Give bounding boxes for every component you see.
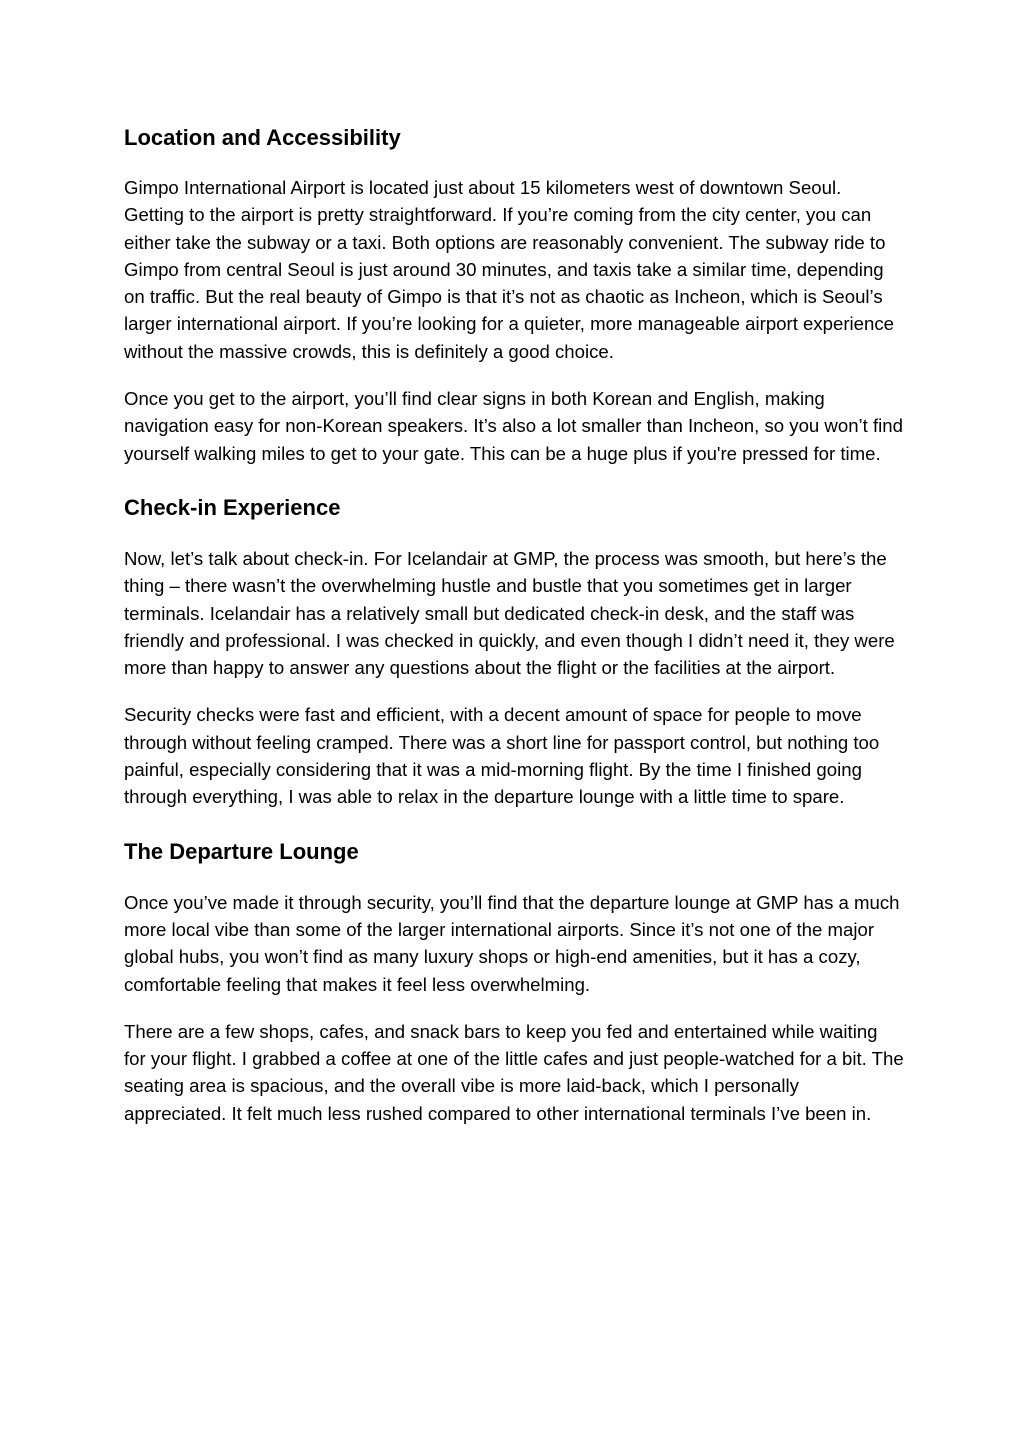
- paragraph: Gimpo International Airport is located just about 15 kilometers west of downtown Seoul. Getting to the airport is pretty straightforward. If you’re coming from the city center, you can either take the subway or a taxi. Both options are reasonably convenient. The subway ride to Gimpo from central Seoul is just around 30 minutes, and taxis take a similar time, depending on traffic. But the real beauty of Gimpo is that it’s not as chaotic as Incheon, which is Seoul’s larger international airport. If you’re looking for a quieter, more manageable airport experience without the massive crowds, this is definitely a good choice.: [124, 177, 895, 362]
- section-heading: Check-in Experience: [124, 494, 341, 520]
- paragraph: Once you’ve made it through security, you’ll find that the departure lounge at GMP has a much more local vibe than some of the larger international airports. Since it’s not one of the major global hubs, you won’t find as many luxury shops or high-end amenities, but it has a cozy, comfortable feeling that makes it feel less overwhelming.: [124, 891, 900, 995]
- section-departure-lounge: [124, 837, 904, 1127]
- paragraph: Security checks were fast and efficient, with a decent amount of space for people to move through without feeling cramped. There was a short line for passport control, but nothing too painful, especially considering that it was a mid-morning flight. By the time I finished going through everything, I was able to relax in the departure lounge with a little time to spare.: [124, 704, 880, 808]
- paragraph: There are a few shops, cafes, and snack bars to keep you fed and entertained while waiting for your flight. I grabbed a coffee at one of the little cafes and just people-watched for a bit. The seating area is spacious, and the overall vibe is more laid-back, which I personally appreciated. It felt much less rushed compared to other international terminals I’ve been in.: [124, 1020, 904, 1124]
- section-heading: The Departure Lounge: [124, 838, 359, 864]
- section-check-in-experience: [124, 493, 904, 811]
- paragraph: Now, let’s talk about check-in. For Icelandair at GMP, the process was smooth, but here’s the thing – there wasn’t the overwhelming hustle and bustle that you sometimes get in larger terminals. Icelandair has a relatively small but dedicated check-in desk, and the staff was friendly and professional. I was checked in quickly, and even though I didn’t need it, they were more than happy to answer any questions about the flight or the facilities at the airport.: [124, 547, 895, 679]
- paragraph: Once you get to the airport, you’ll find clear signs in both Korean and English, making navigation easy for non-Korean speakers. It’s also a lot smaller than Incheon, so you won’t find yourself walking miles to get to your gate. This can be a huge plus if you're pressed for time.: [124, 388, 903, 464]
- section-location-accessibility: [124, 123, 904, 467]
- document-page: [124, 123, 904, 1127]
- section-heading: Location and Accessibility: [124, 125, 401, 150]
